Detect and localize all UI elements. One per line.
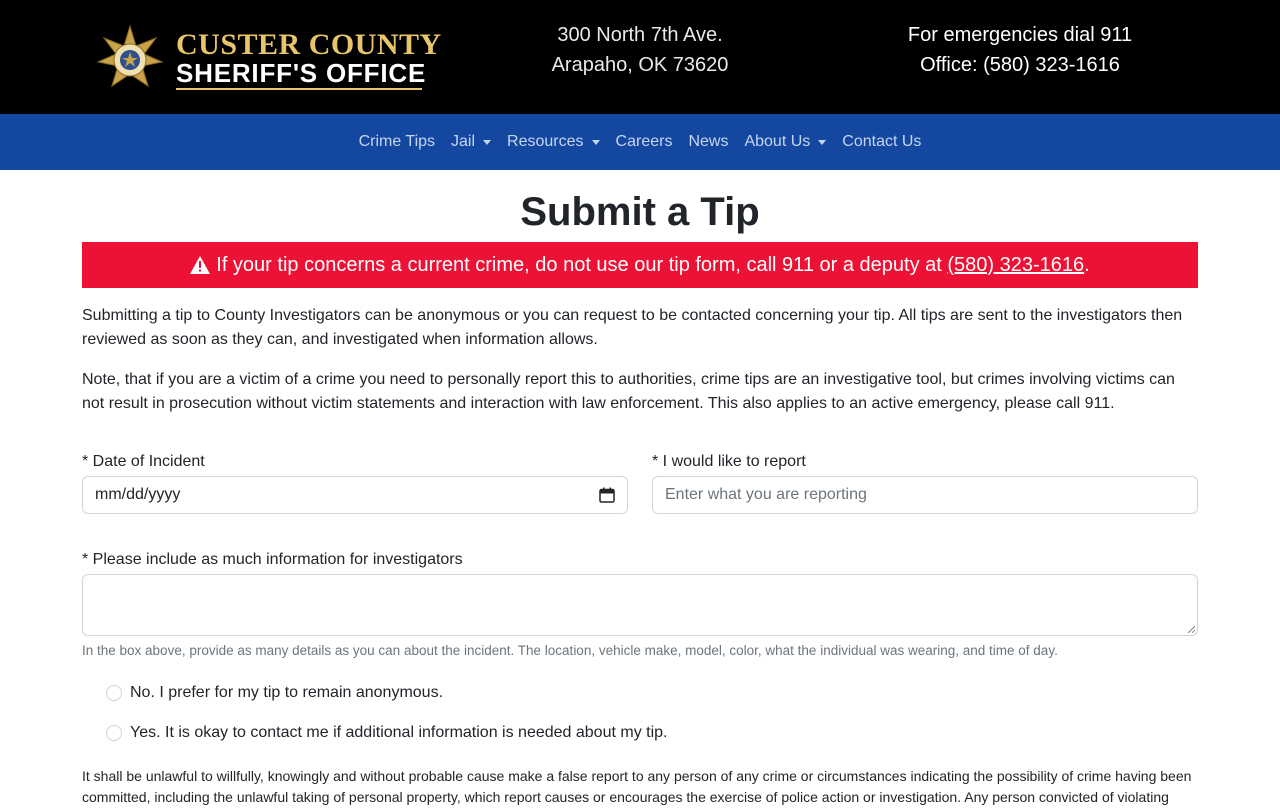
alert-text: If your tip concerns a current crime, do not use our tip form, call 911 or a deputy at xyxy=(216,253,942,276)
address-line-2: Arapaho, OK 73620 xyxy=(551,54,729,76)
caret-down-icon xyxy=(592,140,600,145)
info-field-group xyxy=(82,548,1198,660)
report-label: * I would like to report xyxy=(652,453,806,470)
site-header xyxy=(0,0,1280,114)
date-value: mm/dd/yyyy xyxy=(95,486,181,503)
logo-underline xyxy=(176,88,422,90)
main-content xyxy=(82,170,1198,808)
radio-anonymous[interactable] xyxy=(106,680,1198,706)
date-field-group xyxy=(82,450,628,514)
date-label: * Date of Incident xyxy=(82,453,205,470)
radio-contact-label: Yes. It is okay to contact me if additional information is needed about my tip. xyxy=(130,724,668,741)
victim-note-paragraph: Note, that if you are a victim of a crime you need to personally report this to authorities, crime tips are an investigative tool, but crimes involving victims can not result in prosecution without victim statements and interaction with law enforcement. This also applies to an active emergency, please call 911. xyxy=(82,371,1175,412)
nav-crime-tips[interactable]: Crime Tips xyxy=(358,133,436,150)
nav-jail[interactable]: Jail xyxy=(443,133,499,151)
form-row-1 xyxy=(82,450,1198,514)
nav-careers[interactable]: Careers xyxy=(615,133,673,150)
warning-alert xyxy=(82,242,1198,288)
report-input[interactable] xyxy=(652,476,1198,514)
info-help-text: In the box above, provide as many details as you can about the incident. The location, vehicle make, model, color, what the individual was wearing, and time of day. xyxy=(82,643,1058,658)
nav-about-us[interactable]: About Us xyxy=(736,133,834,151)
alert-phone-link[interactable]: (580) 323-1616 xyxy=(947,253,1085,276)
caret-down-icon xyxy=(483,140,491,145)
radio-anonymous-label: No. I prefer for my tip to remain anonymous. xyxy=(130,684,444,701)
address-line-1: 300 North 7th Ave. xyxy=(557,24,723,46)
date-input[interactable] xyxy=(82,476,628,514)
report-field-group xyxy=(652,450,1198,514)
sheriff-star-badge-icon xyxy=(96,24,164,92)
nav-news[interactable]: News xyxy=(688,133,729,150)
info-label: * Please include as much information for investigators xyxy=(82,551,463,568)
logo-title: CUSTER COUNTY xyxy=(176,28,442,61)
intro-paragraph: Submitting a tip to County Investigators can be anonymous or you can request to be contacted concerning your tip. All tips are sent to the investigators then reviewed as soon as they can, and investigated when information allows. xyxy=(82,307,1183,348)
office-phone[interactable]: Office: (580) 323-1616 xyxy=(920,54,1120,76)
main-nav xyxy=(0,114,1280,170)
caret-down-icon xyxy=(818,140,826,145)
sheriff-logo[interactable] xyxy=(96,24,442,92)
resize-handle-icon[interactable] xyxy=(1187,625,1195,633)
warning-triangle-icon xyxy=(190,256,210,274)
office-address xyxy=(520,20,760,80)
emergency-info xyxy=(880,20,1160,80)
report-placeholder: Enter what you are reporting xyxy=(665,486,867,503)
radio-contact-button[interactable] xyxy=(106,725,122,741)
page-title: Submit a Tip xyxy=(520,190,760,234)
alert-end: . xyxy=(1084,253,1090,276)
emergency-line: For emergencies dial 911 xyxy=(907,24,1133,46)
info-textarea[interactable] xyxy=(82,574,1198,636)
legal-notice: It shall be unlawful to willfully, knowingly and without probable cause make a false report to any person of any crime or circumstances indicating the possibility of crime having been committed, including the unlawful taking of personal property, which report causes or encourages the exercise of police action or investigation. Any person convicted of violating xyxy=(82,768,1192,805)
radio-anonymous-button[interactable] xyxy=(106,685,122,701)
nav-contact-us[interactable]: Contact Us xyxy=(842,133,922,150)
calendar-icon[interactable] xyxy=(599,487,615,503)
radio-contact[interactable] xyxy=(106,720,1198,746)
nav-resources[interactable]: Resources xyxy=(499,133,607,151)
logo-subtitle: SHERIFF'S OFFICE xyxy=(176,58,427,88)
